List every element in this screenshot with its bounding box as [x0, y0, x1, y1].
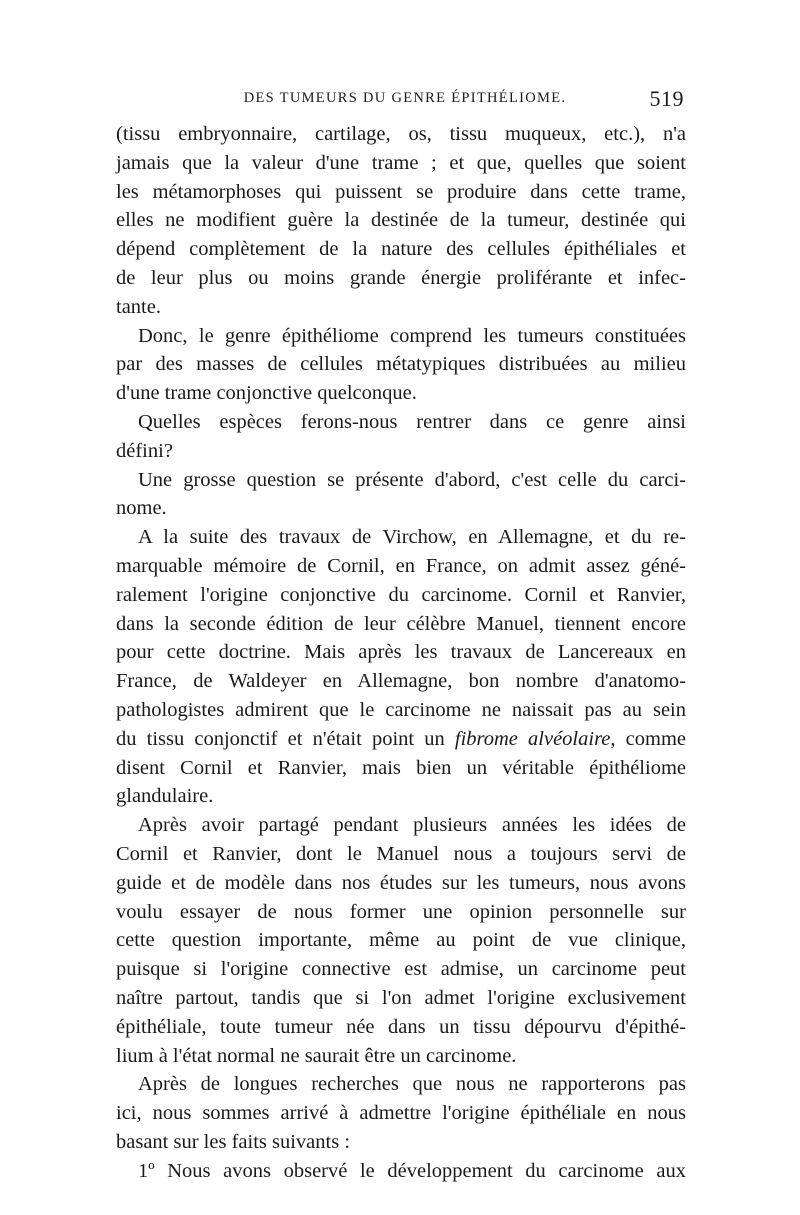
text-line: jamais que la valeur d'une trame ; et que, quelles que soient: [116, 151, 686, 174]
text-line: 1º Nous avons observé le développement du carcinome aux: [138, 1159, 686, 1182]
text-line: dans la seconde édition de leur célèbre Manuel, tiennent encore: [116, 612, 686, 635]
text-line: cette question importante, même au point de vue clinique,: [116, 929, 686, 952]
text-line: Quelles espèces ferons-nous rentrer dans ce genre ainsi: [138, 410, 686, 433]
text-line: tante.: [116, 295, 161, 318]
running-head: [116, 86, 688, 116]
text-line: lium à l'état normal ne saurait être un carcinome.: [116, 1044, 517, 1067]
text-line: glandulaire.: [116, 785, 214, 808]
text-line: Après de longues recherches que nous ne rapporterons pas: [138, 1073, 686, 1096]
text-line: ici, nous sommes arrivé à admettre l'origine épithéliale en nous: [116, 1102, 686, 1125]
text-segment: , comme: [610, 727, 686, 750]
text-line: nome.: [116, 497, 167, 520]
text-line: Une grosse question se présente d'abord, c'est celle du carci-: [138, 468, 686, 491]
text-line: guide et de modèle dans nos études sur les tumeurs, nous avons: [116, 871, 686, 894]
text-line: puisque si l'origine connective est admise, un carcinome peut: [116, 958, 686, 981]
text-line: Donc, le genre épithéliome comprend les tumeurs constituées: [138, 324, 686, 347]
text-segment: du tissu conjonctif et n'était point un: [116, 727, 455, 750]
text-line: défini?: [116, 439, 173, 462]
italic-term: fibrome alvéolaire: [454, 727, 611, 750]
text-line: épithéliale, toute tumeur née dans un tissu dépourvu d'épithé-: [116, 1015, 686, 1038]
text-line: par des masses de cellules métatypiques distribuées au milieu: [116, 353, 686, 376]
text-line: disent Cornil et Ranvier, mais bien un véritable épithéliome: [116, 756, 686, 779]
text-line: pour cette doctrine. Mais après les travaux de Lancereaux en: [116, 641, 686, 664]
text-line: de leur plus ou moins grande énergie proliférante et infec-: [116, 266, 686, 289]
text-line: France, de Waldeyer en Allemagne, bon nombre d'anatomo-: [116, 670, 686, 693]
body-text: [116, 120, 686, 1185]
text-line: dépend complètement de la nature des cellules épithéliales et: [116, 238, 686, 261]
text-line: basant sur les faits suivants :: [116, 1130, 351, 1153]
text-line: elles ne modifient guère la destinée de la tumeur, destinée qui: [116, 209, 686, 232]
text-line: pathologistes admirent que le carcinome ne naissait pas au sein: [116, 698, 686, 721]
text-line: marquable mémoire de Cornil, en France, on admit assez géné-: [116, 554, 686, 577]
page-number: 519: [649, 86, 684, 111]
text-line: Cornil et Ranvier, dont le Manuel nous a toujours servi de: [116, 842, 686, 865]
text-line: Après avoir partagé pendant plusieurs années les idées de: [138, 814, 686, 837]
text-line: [116, 725, 686, 754]
text-line: les métamorphoses qui puissent se produire dans cette trame,: [116, 180, 686, 203]
text-line: (tissu embryonnaire, cartilage, os, tissu muqueux, etc.), n'a: [116, 123, 686, 145]
text-line: ralement l'origine conjonctive du carcinome. Cornil et Ranvier,: [116, 583, 686, 606]
text-line: voulu essayer de nous former une opinion personnelle sur: [116, 900, 686, 923]
text-line: naître partout, tandis que si l'on admet l'origine exclusivement: [116, 986, 686, 1009]
text-line: A la suite des travaux de Virchow, en Allemagne, et du re-: [138, 526, 686, 549]
text-line: d'une trame conjonctive quelconque.: [116, 382, 417, 405]
running-title: DES TUMEURS DU GENRE ÉPITHÉLIOME.: [243, 90, 567, 106]
